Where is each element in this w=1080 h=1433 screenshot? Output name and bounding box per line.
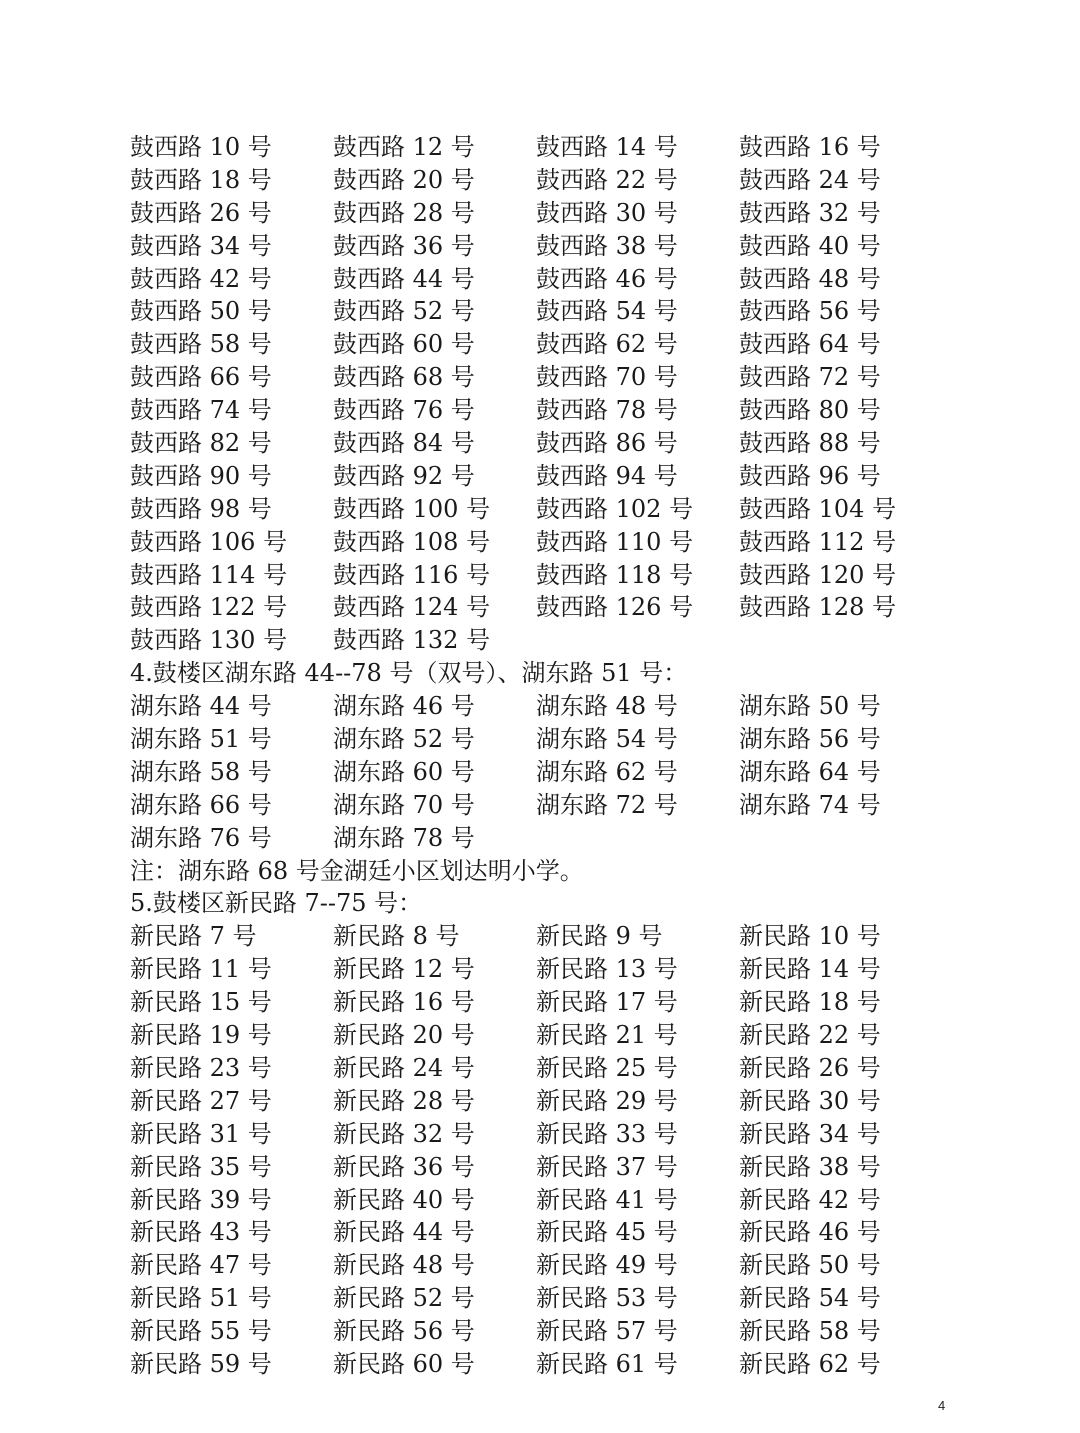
address-row: [130, 591, 990, 624]
address-cell: 鼓西路 114 号: [130, 560, 288, 589]
address-cell: 湖东路 48 号: [536, 692, 678, 721]
address-cell: 新民路 62 号: [739, 1349, 881, 1378]
address-cell: 鼓西路 82 号: [130, 429, 272, 458]
address-cell: 鼓西路 20 号: [333, 165, 475, 194]
address-cell: 鼓西路 132 号: [333, 626, 491, 655]
address-cell: 新民路 35 号: [130, 1152, 272, 1181]
address-cell: 新民路 34 号: [739, 1119, 881, 1148]
address-cell: 鼓西路 126 号: [536, 593, 694, 622]
address-cell: 新民路 7 号: [130, 922, 257, 951]
address-cell: 鼓西路 16 号: [739, 133, 881, 161]
address-cell: 鼓西路 58 号: [130, 330, 272, 359]
address-cell: 新民路 47 号: [130, 1251, 272, 1280]
address-cell: 湖东路 54 号: [536, 725, 678, 754]
address-cell: 新民路 8 号: [333, 922, 460, 951]
address-cell: 鼓西路 40 号: [739, 231, 881, 260]
address-row: [130, 263, 990, 296]
address-cell: 新民路 60 号: [333, 1349, 475, 1378]
address-cell: 鼓西路 38 号: [536, 231, 678, 260]
address-cell: 湖东路 72 号: [536, 790, 678, 819]
address-row: [130, 723, 990, 756]
address-cell: 鼓西路 116 号: [333, 560, 491, 589]
address-cell: 新民路 22 号: [739, 1021, 881, 1050]
address-row: [130, 624, 990, 657]
address-cell: 湖东路 76 号: [130, 823, 272, 852]
address-row: [130, 1216, 990, 1249]
address-cell: 湖东路 51 号: [130, 725, 272, 754]
address-row: [130, 789, 990, 822]
address-cell: 新民路 57 号: [536, 1317, 678, 1346]
address-row: [130, 1348, 990, 1381]
address-cell: 新民路 50 号: [739, 1251, 881, 1280]
address-cell: 新民路 16 号: [333, 988, 475, 1017]
address-cell: 新民路 40 号: [333, 1185, 475, 1214]
address-cell: 鼓西路 92 号: [333, 461, 475, 490]
address-cell: 鼓西路 104 号: [739, 494, 897, 523]
address-row: [130, 230, 990, 263]
address-cell: 新民路 12 号: [333, 955, 475, 984]
section5-address-grid: [130, 920, 990, 1380]
address-cell: 鼓西路 68 号: [333, 363, 475, 392]
address-row: [130, 953, 990, 986]
address-cell: 鼓西路 14 号: [536, 133, 678, 161]
address-row: [130, 295, 990, 328]
address-cell: 湖东路 74 号: [739, 790, 881, 819]
address-cell: 鼓西路 26 号: [130, 198, 272, 227]
address-cell: 鼓西路 12 号: [333, 133, 475, 161]
address-cell: 鼓西路 78 号: [536, 396, 678, 425]
address-cell: 新民路 54 号: [739, 1284, 881, 1313]
address-cell: 新民路 36 号: [333, 1152, 475, 1181]
address-cell: 新民路 41 号: [536, 1185, 678, 1214]
address-cell: 新民路 59 号: [130, 1349, 272, 1378]
address-cell: 鼓西路 90 号: [130, 461, 272, 490]
address-row: [130, 756, 990, 789]
address-cell: 新民路 17 号: [536, 988, 678, 1017]
address-cell: 湖东路 78 号: [333, 823, 475, 852]
address-cell: 新民路 26 号: [739, 1053, 881, 1082]
page-number: 4: [938, 1398, 946, 1413]
address-cell: 鼓西路 22 号: [536, 165, 678, 194]
address-cell: 新民路 53 号: [536, 1284, 678, 1313]
address-row: [130, 1052, 990, 1085]
address-row: [130, 1151, 990, 1184]
address-row: [130, 460, 990, 493]
address-row: [130, 986, 990, 1019]
address-row: [130, 690, 990, 723]
address-row: [130, 394, 990, 427]
address-cell: 新民路 13 号: [536, 955, 678, 984]
address-cell: 鼓西路 30 号: [536, 198, 678, 227]
address-cell: 鼓西路 86 号: [536, 429, 678, 458]
address-cell: 鼓西路 50 号: [130, 297, 272, 326]
address-cell: 湖东路 50 号: [739, 692, 881, 721]
address-cell: 湖东路 44 号: [130, 692, 272, 721]
address-cell: 鼓西路 74 号: [130, 396, 272, 425]
address-cell: 鼓西路 42 号: [130, 264, 272, 293]
address-cell: 新民路 37 号: [536, 1152, 678, 1181]
address-cell: 鼓西路 94 号: [536, 461, 678, 490]
address-cell: 鼓西路 24 号: [739, 165, 881, 194]
address-cell: 鼓西路 60 号: [333, 330, 475, 359]
address-row: [130, 1085, 990, 1118]
address-cell: 新民路 61 号: [536, 1349, 678, 1378]
address-cell: 鼓西路 118 号: [536, 560, 694, 589]
address-cell: 鼓西路 122 号: [130, 593, 288, 622]
address-cell: 鼓西路 98 号: [130, 494, 272, 523]
address-cell: 鼓西路 100 号: [333, 494, 491, 523]
address-cell: 鼓西路 96 号: [739, 461, 881, 490]
section4-note: 注：湖东路 68 号金湖廷小区划达明小学。: [130, 856, 584, 885]
address-cell: 湖东路 62 号: [536, 757, 678, 786]
address-cell: 鼓西路 66 号: [130, 363, 272, 392]
address-cell: 新民路 46 号: [739, 1218, 881, 1247]
address-cell: 鼓西路 46 号: [536, 264, 678, 293]
address-cell: 鼓西路 124 号: [333, 593, 491, 622]
address-row: [130, 1282, 990, 1315]
address-cell: 鼓西路 76 号: [333, 396, 475, 425]
address-cell: 鼓西路 80 号: [739, 396, 881, 425]
address-row: [130, 822, 990, 855]
address-cell: 鼓西路 110 号: [536, 527, 694, 556]
address-cell: 新民路 20 号: [333, 1021, 475, 1050]
address-cell: 新民路 49 号: [536, 1251, 678, 1280]
address-cell: 新民路 56 号: [333, 1317, 475, 1346]
address-cell: 新民路 45 号: [536, 1218, 678, 1247]
address-cell: 湖东路 46 号: [333, 692, 475, 721]
address-cell: 新民路 42 号: [739, 1185, 881, 1214]
address-cell: 新民路 25 号: [536, 1053, 678, 1082]
address-cell: 鼓西路 10 号: [130, 133, 272, 161]
address-cell: 鼓西路 128 号: [739, 593, 897, 622]
address-cell: 新民路 11 号: [130, 955, 272, 984]
address-cell: 新民路 43 号: [130, 1218, 272, 1247]
address-cell: 新民路 31 号: [130, 1119, 272, 1148]
address-cell: 新民路 38 号: [739, 1152, 881, 1181]
address-cell: 鼓西路 28 号: [333, 198, 475, 227]
address-cell: 新民路 19 号: [130, 1021, 272, 1050]
address-cell: 新民路 51 号: [130, 1284, 272, 1313]
address-row: [130, 197, 990, 230]
address-cell: 新民路 48 号: [333, 1251, 475, 1280]
address-cell: 鼓西路 56 号: [739, 297, 881, 326]
address-row: [130, 920, 990, 953]
address-cell: 新民路 30 号: [739, 1086, 881, 1115]
address-row: [130, 361, 990, 394]
section5-heading: 5.鼓楼区新民路 7--75 号：: [130, 889, 423, 918]
address-cell: 鼓西路 130 号: [130, 626, 288, 655]
address-cell: 新民路 58 号: [739, 1317, 881, 1346]
address-cell: 新民路 15 号: [130, 988, 272, 1017]
address-cell: 鼓西路 34 号: [130, 231, 272, 260]
address-cell: 湖东路 56 号: [739, 725, 881, 754]
address-cell: 新民路 32 号: [333, 1119, 475, 1148]
address-cell: 新民路 29 号: [536, 1086, 678, 1115]
address-cell: 新民路 21 号: [536, 1021, 678, 1050]
address-cell: 湖东路 52 号: [333, 725, 475, 754]
address-row: [130, 559, 990, 592]
address-row: [130, 1118, 990, 1151]
address-row: [130, 1184, 990, 1217]
address-cell: 新民路 55 号: [130, 1317, 272, 1346]
address-cell: 湖东路 64 号: [739, 757, 881, 786]
address-cell: 鼓西路 64 号: [739, 330, 881, 359]
address-cell: 新民路 39 号: [130, 1185, 272, 1214]
address-cell: 鼓西路 32 号: [739, 198, 881, 227]
section4-address-grid: [130, 690, 990, 854]
address-cell: 鼓西路 70 号: [536, 363, 678, 392]
address-cell: 鼓西路 120 号: [739, 560, 897, 589]
address-cell: 鼓西路 62 号: [536, 330, 678, 359]
address-cell: 湖东路 60 号: [333, 757, 475, 786]
address-row: [130, 1315, 990, 1348]
address-cell: 新民路 10 号: [739, 922, 881, 951]
address-row: [130, 493, 990, 526]
address-cell: 湖东路 70 号: [333, 790, 475, 819]
address-cell: 鼓西路 112 号: [739, 527, 897, 556]
address-cell: 鼓西路 102 号: [536, 494, 694, 523]
address-cell: 鼓西路 106 号: [130, 527, 288, 556]
address-cell: 鼓西路 36 号: [333, 231, 475, 260]
address-row: [130, 427, 990, 460]
address-cell: 鼓西路 48 号: [739, 264, 881, 293]
section4-heading: 4.鼓楼区湖东路 44--78 号（双号）、湖东路 51 号：: [130, 659, 688, 688]
address-cell: 新民路 44 号: [333, 1218, 475, 1247]
address-cell: 新民路 14 号: [739, 955, 881, 984]
address-cell: 鼓西路 88 号: [739, 429, 881, 458]
address-row: [130, 328, 990, 361]
address-cell: 湖东路 58 号: [130, 757, 272, 786]
address-cell: 鼓西路 72 号: [739, 363, 881, 392]
address-cell: 鼓西路 84 号: [333, 429, 475, 458]
address-row: [130, 1019, 990, 1052]
address-cell: 新民路 28 号: [333, 1086, 475, 1115]
address-cell: 新民路 27 号: [130, 1086, 272, 1115]
address-cell: 鼓西路 54 号: [536, 297, 678, 326]
address-cell: 鼓西路 44 号: [333, 264, 475, 293]
address-row: [130, 131, 990, 164]
address-cell: 鼓西路 52 号: [333, 297, 475, 326]
address-row: [130, 526, 990, 559]
address-cell: 新民路 33 号: [536, 1119, 678, 1148]
address-row: [130, 1249, 990, 1282]
address-cell: 新民路 24 号: [333, 1053, 475, 1082]
address-cell: 湖东路 66 号: [130, 790, 272, 819]
address-cell: 新民路 18 号: [739, 988, 881, 1017]
address-cell: 鼓西路 108 号: [333, 527, 491, 556]
document-page: [130, 131, 990, 1381]
address-cell: 新民路 23 号: [130, 1053, 272, 1082]
section3-address-grid: [130, 131, 990, 657]
address-cell: 鼓西路 18 号: [130, 165, 272, 194]
address-cell: 新民路 52 号: [333, 1284, 475, 1313]
address-cell: 新民路 9 号: [536, 922, 663, 951]
address-row: [130, 164, 990, 197]
